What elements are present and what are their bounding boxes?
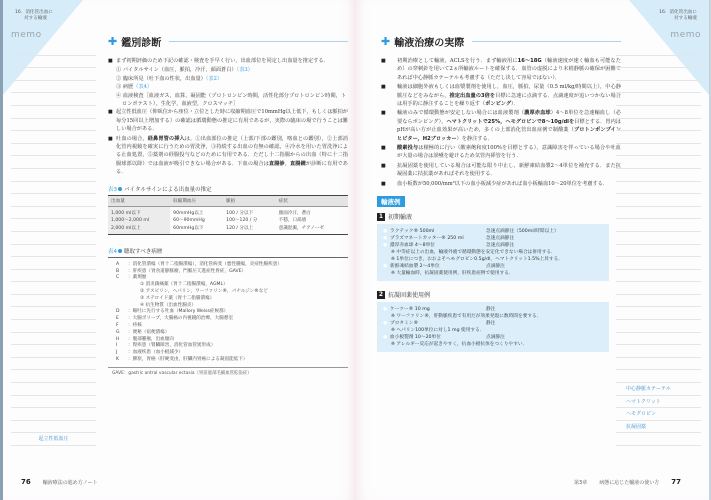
page-footer (574, 478, 681, 486)
column-header: 出血量 (108, 195, 170, 206)
rx2-box (377, 302, 609, 352)
rx-note: ※ アレルギー反応が起きやすく，抗血小板抗体をつくりやすい． (391, 342, 528, 348)
history-item: J ：血液疾患（血小板減少） (116, 350, 184, 356)
memo-lines (616, 43, 701, 446)
memo-title: memo (11, 30, 42, 40)
history-item: A ：消化管潰瘍（胃十二指腸潰瘍），消化管病変（悪性腫瘍，炎症性腸疾患） (116, 261, 282, 267)
paragraph-oxygen: ■ 酸素投与は積極的に行い（酸素飽和度100%を目標とする），意識障害を伴っている場合や吐血が大量の場合は誤嚥を避けるため気管内挿管を行う． (381, 144, 621, 161)
table3-caption: 表3 バイタルサインによる出血量の推定 (108, 186, 212, 193)
running-head-line1: 消化管出血に (669, 10, 697, 15)
rx1-box (377, 224, 609, 281)
vital-signs-table (108, 195, 348, 235)
rx-note: ※ 1単位につき，おおよそヘモグロビン0.5g/dl，ヘマトクリット1.5%上昇する． (391, 257, 563, 263)
table-cell: 60mmHg以下 (173, 225, 204, 231)
history-item: D ：嘔吐に先行する吐血（Mallory Weiss症候群） (116, 309, 229, 315)
table-row (108, 224, 348, 234)
rx1-heading (377, 212, 621, 221)
plus-icon: ✚ (108, 34, 118, 48)
rx-row: ● ケーツー® 10 mg 静注 (383, 307, 496, 313)
rx-note: ※ ワーファリン®，肝動脈疾患で有用だが効果発現に数時間を要する． (391, 314, 542, 320)
table-cell: 1,000～2,000 ml (108, 216, 170, 224)
plus-icon: ✚ (381, 34, 391, 48)
memo-title: memo (670, 30, 701, 40)
rx2-title: 抗凝固薬使用例 (388, 292, 431, 300)
memo-keyword[interactable]: 抗凝固薬 (616, 421, 701, 434)
paragraph-initial: ■ 初期治療として輸液，ACLSを行う．まず輸液用に16～18G（輸液速度が速く輸血も可能なため）の穿刺針を用いて2ヵ所輸液ルートを確保する．血管の虚脱により末梢静脈の確保が困難であれば中心静脈カテーテルも考慮する（ただし決して容易ではない）． (381, 57, 621, 82)
rx-row: ● プラズマネートカッター® 250 ml 急速点滴静注 (383, 236, 515, 242)
table-footnote: GAVE：gastric antral vascular ectasia（胃前庭部毛細血管拡張症） (112, 370, 252, 376)
chapter-number: 16. (15, 10, 23, 15)
chapter-label: 第3章 (574, 480, 588, 486)
section-title: 鑑別診断 (121, 38, 162, 49)
table-cell: 1,000 ml以下 (108, 206, 170, 216)
paragraph-anticoagulant: ■ 抗凝固薬を使用している場合は可能な限り中止し，新鮮凍結血漿2～4単位を補充する．また抗凝固薬に拮抗薬があればそれを使用する． (381, 162, 621, 179)
history-table (108, 257, 348, 368)
rx-note: ※ 大量輸血時，抗凝固薬使用例，肝疾患症例で使用する． (391, 271, 514, 277)
check-item: ② 臨床所見（吐下血の性状，出血量）（表2） (116, 75, 223, 82)
table-row (108, 216, 348, 224)
prescription-example-tag: 輸液例 (377, 196, 405, 207)
paragraph-intro: ■ まず初期評価のため下記の確認・検査を手早く行い，出血部位を同定し出血量を推定する． (108, 57, 348, 65)
memo-keyword[interactable]: 起立性低血圧 (11, 433, 96, 446)
memo-keyword[interactable]: 中心静脈カテーテル (616, 383, 701, 396)
memo-column (616, 30, 701, 446)
table-header-row (108, 195, 348, 206)
rx-note: ※ ヘパリン100単位に対し1 mg 使用する． (391, 328, 485, 334)
table-cell: 不穏，口渇感 (278, 218, 307, 224)
section-title: 輸液治療の実際 (394, 38, 465, 49)
page-number: 76 (21, 478, 31, 486)
rx-row: ● 新鮮凍結血漿 2～4単位 点滴静注 (383, 264, 505, 270)
history-item: F ：痔核 (116, 323, 142, 329)
table-cell: 90mmHg以上 (173, 210, 204, 216)
drug-history-item: ④ 抗生物質（出血性腸炎） (140, 302, 197, 308)
running-head (15, 10, 53, 22)
paragraph-ng-tube: ■ 吐血の場合，経鼻胃管の挿入は，①出血部位の推定（上部/下部の鑑別，喀血との鑑別），②上部消化管内視鏡を確実に行うための胃洗浄，③持続する出血の有無の確認，④冷水を用いた胃洗浄による止血処置，⑤薬剤の経腸投与などのために有用である．ただし十二指腸からの出血（特に十二指腸球部以降）では血液が吸引できない場合がある．下血の場合は直腸診，直腸鏡が診断に有用である． (108, 135, 348, 177)
memo-lines (11, 43, 96, 446)
chapter-title: 病態に応じた輸液の使い方 (599, 480, 660, 486)
history-item: G ：便秘（宿便潰瘍） (116, 329, 170, 335)
paragraph-fluid: ■ 輸液は細胞外液もしくは血漿製剤を使用し，血圧，脈拍，尿量（0.5 ml/kg/時間以上），中心静脈圧などをみながら，推定出血量の3倍を目標に急速に点滴する．点滴速度が追いつかない場合は用手的に静注することを繰り返す（ポンピング）． (381, 83, 621, 108)
history-item: B ：肝疾患（胃食道静脈瘤，門脈圧亢進症性胃症，GAVE） (116, 268, 247, 274)
history-item: C ：薬剤歴 (116, 275, 147, 281)
rx-row: ● ラクテック® 500ml 急速点滴静注（500ml/時間以上） (383, 229, 559, 235)
column-header: 収縮期血圧 (170, 195, 223, 206)
table-cell: 2,000 ml以上 (108, 224, 170, 234)
rx-row: ● 血小板製剤 10～20単位 点滴静注 (383, 335, 505, 341)
check-item: ① バイタルサイン（血圧，脈拍，冷汗，顔面蒼白）（表3） (116, 67, 253, 74)
paragraph-platelet: ■ 血小板数が50,000/mm³以下の血小板減少症があれば血小板輸血10～20単位を考慮する． (381, 180, 621, 188)
left-content (108, 34, 348, 376)
paragraph-transfusion: ■ 輸液のみで循環動態が安定しない場合には血液製剤（濃厚赤血球）4～8単位を急速輸血し（必要ならポンピング），ヘマトクリットで25%，ヘモグロビンで8～10g/dlを目標とする．胃内はpHが高い方が止血効果が高いため，多くの上部消化管出血症例で制酸薬（プロトンポンプインヒビター，H2ブロッカー）を静注する． (381, 109, 621, 143)
number-badge-icon: 2 (378, 290, 384, 298)
table-ref-link[interactable]: （表2） (205, 75, 223, 82)
memo-keyword[interactable]: ヘマトクリット (616, 396, 701, 409)
history-item: E ：大腸ポリープ，大腸癌の内視鏡的治療，大腸憩室 (116, 316, 234, 322)
column-header: 症状 (276, 195, 348, 206)
table-ref-link[interactable]: （表3） (236, 67, 253, 74)
running-head-line1: 消化管出血に (25, 10, 53, 15)
rx2-heading (377, 290, 621, 299)
table-cell: 顔面冷汗，蒼白 (278, 210, 311, 216)
left-page (0, 0, 355, 500)
drug-history-item: ① 消炎鎮痛薬（胃十二指腸潰瘍，AGML） (140, 282, 228, 288)
column-header: 脈拍 (223, 195, 275, 206)
number-badge-icon: 1 (378, 212, 384, 220)
check-item: ③ 病歴（表4） (116, 84, 153, 91)
table-ref-link[interactable]: （表4） (133, 84, 153, 91)
table-cell: 120 / 分以上 (226, 225, 254, 231)
chapter-number: 16. (659, 10, 667, 15)
section-heading (381, 34, 621, 49)
table4-caption: 表4 聴取すべき病歴 (108, 248, 163, 255)
running-head-line2: 対する輸液 (674, 16, 697, 21)
right-page (355, 0, 711, 500)
check-item: ④ 血液検査［血液ガス，血算，凝固能（プロトロンビン時間，活性化部分プロトロンビン時間，トロンボテスト），生化学，血液型，クロスマッチ］ (116, 92, 347, 108)
history-item: I ：腎疾患（腎臓障害，消化管血管異形成） (116, 343, 216, 349)
rx-row: ● プロタミン® 静注 (383, 321, 496, 327)
drug-history-item: ② アスピリン，ヘパリン，ワーファリン®，パナルジン®など (140, 289, 268, 295)
memo-column (11, 30, 96, 446)
table-row (108, 206, 348, 216)
page-number: 77 (671, 478, 681, 486)
book-title: 輸液療法の進め方ノート (42, 480, 98, 486)
history-item: H ：腹部腫瘤，出血傾向 (116, 336, 174, 342)
table-cell: 意識混濁，チアノーゼ (278, 225, 324, 231)
right-content (378, 34, 621, 352)
running-head (659, 10, 697, 22)
page-footer (21, 478, 98, 486)
running-head-line2: 対する輸液 (24, 16, 47, 21)
heading-rule (169, 41, 348, 42)
section-heading (108, 34, 348, 49)
table-cell: 100 / 分以下 (226, 210, 254, 216)
rx-note: ※ 中等症以上の出血，輸液外液で循環動態を安定化できない場合は併用する． (391, 250, 556, 256)
rx1-title: 初期輸液 (388, 214, 413, 222)
paragraph-orthostatic: ■ 起立性低血圧（仰臥位から座位・立位とした時に収縮期血圧で10mmHg以上低下，もしくは脈拍が毎分15回以上増加する）の確認は循環動態の推定に有用であるが，実際の臨床の場で行うことは難しい場合がある． (108, 108, 348, 133)
rx-row: ● 濃厚赤血球 4～8単位 急速点滴静注 (383, 243, 515, 249)
heading-rule (472, 41, 621, 42)
table-cell: 100～120 / 分 (226, 218, 258, 224)
drug-history-item: ③ ステロイド薬（胃十二指腸潰瘍） (140, 295, 215, 301)
history-item: K ：膠原，胃癌（肝硬変由，肝臓内胃癌による凝固能低下） (116, 357, 248, 363)
memo-keyword[interactable]: ヘモグロビン (616, 408, 701, 421)
table-cell: 60～90mmHg (173, 218, 205, 224)
